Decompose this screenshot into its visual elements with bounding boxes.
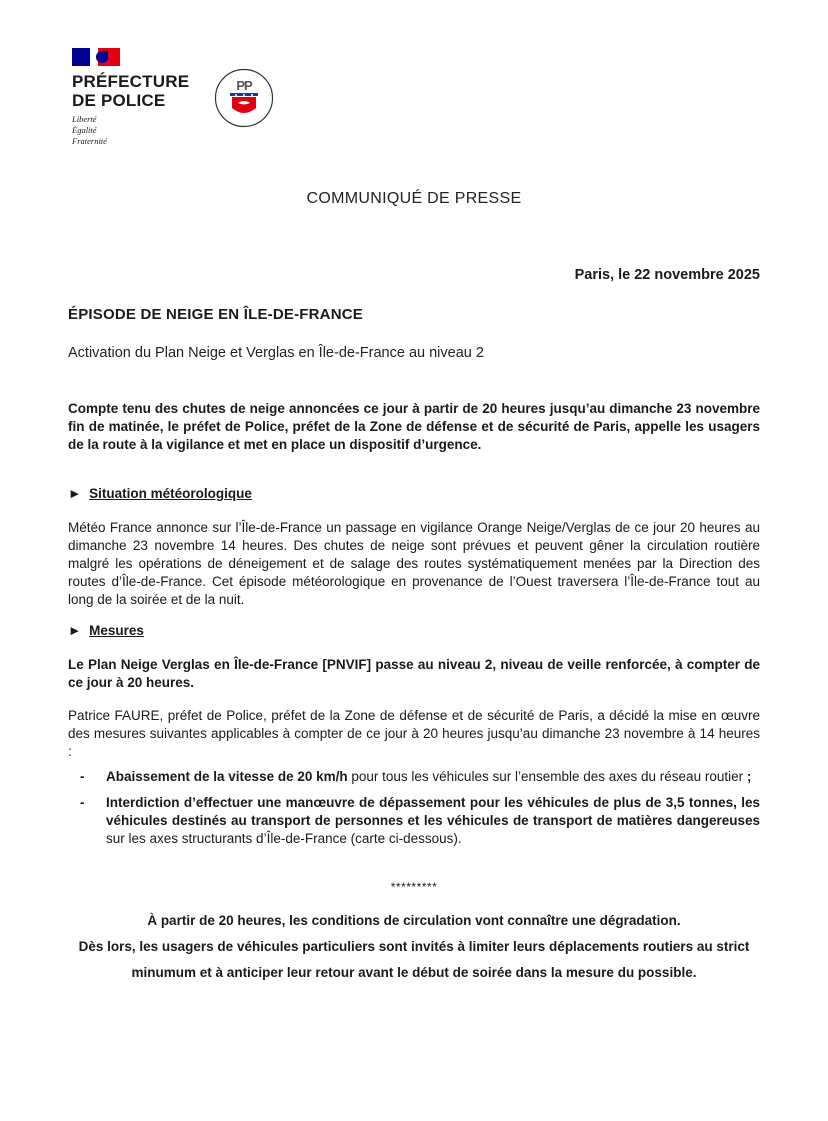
motto-liberte: Liberté xyxy=(72,114,97,124)
prefecture-name-line1: PRÉFECTURE xyxy=(72,72,190,91)
section-arrow-icon: ► xyxy=(68,623,82,638)
pp-police-emblem-icon xyxy=(214,68,274,128)
list-item xyxy=(80,768,760,786)
section-title-meteo: Situation météorologique xyxy=(89,486,252,501)
bullet-dash: - xyxy=(80,769,85,784)
pp-logo-text: PP xyxy=(236,78,252,93)
intro-paragraph: Compte tenu des chutes de neige annoncées ce jour à partir de 20 heures jusqu’au dimanche 23 novembre fin de matinée, le préfet de Police, préfet de la Zone de défense et de sécurité de Paris, appelle les usagers de la route à la vigilance et met en place un dispositif d’urgence. xyxy=(68,401,760,452)
subtitle: Activation du Plan Neige et Verglas en Île-de-France au niveau 2 xyxy=(68,345,484,361)
mesures-lead-paragraph: Le Plan Neige Verglas en Île-de-France [PNVIF] passe au niveau 2, niveau de veille renforcée, à compter de ce jour à 20 heures. xyxy=(68,657,760,690)
separator: ********* xyxy=(390,880,438,894)
closing-line-1: À partir de 20 heures, les conditions de circulation vont connaître une dégradation. xyxy=(147,913,681,928)
meteo-paragraph: Météo France annonce sur l’Île-de-France un passage en vigilance Orange Neige/Verglas de ce jour 20 heures au dimanche 23 novembre 14 heures. Des chutes de neige sont prévues et peuvent gêner la circulation routière malgré les opérations de déneigement et de salage des routes systématiquement menées par la Direction des routes d’Île-de-France. Cet épisode météorologique en provenance de l’Ouest traversera l’Île-de-France tout au long de la soirée et de la nuit. xyxy=(68,520,760,607)
prefecture-name xyxy=(72,72,202,110)
list-item-tail: ; xyxy=(743,769,752,784)
republic-motto xyxy=(72,114,202,147)
marianne-flag-icon xyxy=(72,48,120,66)
prefecture-name-line2: DE POLICE xyxy=(72,91,166,110)
measures-list xyxy=(80,768,760,856)
list-item-bold: Abaissement de la vitesse de 20 km/h xyxy=(106,769,348,784)
list-item xyxy=(80,794,760,848)
list-item-text xyxy=(106,794,760,848)
motto-egalite: Égalité xyxy=(72,125,97,135)
section-title-mesures: Mesures xyxy=(89,623,144,638)
date-line: Paris, le 22 novembre 2025 xyxy=(574,267,760,283)
document-type: COMMUNIQUÉ DE PRESSE xyxy=(306,190,522,207)
headline: ÉPISODE DE NEIGE EN ÎLE-DE-FRANCE xyxy=(68,306,363,323)
list-item-normal: pour tous les véhicules sur l’ensemble des axes du réseau routier xyxy=(347,769,744,784)
section-heading-meteo xyxy=(68,486,252,501)
prefecture-de-police-logo xyxy=(72,48,202,147)
section-arrow-icon: ► xyxy=(68,486,82,501)
list-item-text xyxy=(106,768,760,786)
list-item-bold: Interdiction d’effectuer une manœuvre de dépassement pour les véhicules de plus de 3,5 tonnes, les véhicules destinés au transport de personnes et les véhicules de transport de matières dangereuses xyxy=(106,795,760,828)
closing-line-2: Dès lors, les usagers de véhicules particuliers sont invités à limiter leurs déplacements routiers au strict minumum et à anticiper leur retour avant le début de soirée dans la mesure du possible. xyxy=(78,939,750,980)
section-heading-mesures xyxy=(68,623,144,638)
mesures-body-paragraph: Patrice FAURE, préfet de Police, préfet de la Zone de défense et de sécurité de Paris, a décidé la mise en œuvre des mesures suivantes applicables à compter de ce jour à 20 heures jusqu’au dimanche 23 novembre à 14 heures : xyxy=(68,708,760,759)
bullet-dash: - xyxy=(80,795,85,810)
motto-fraternite: Fraternité xyxy=(72,136,107,146)
list-item-normal: sur les axes structurants d’Île-de-France (carte ci-dessous). xyxy=(106,831,462,846)
